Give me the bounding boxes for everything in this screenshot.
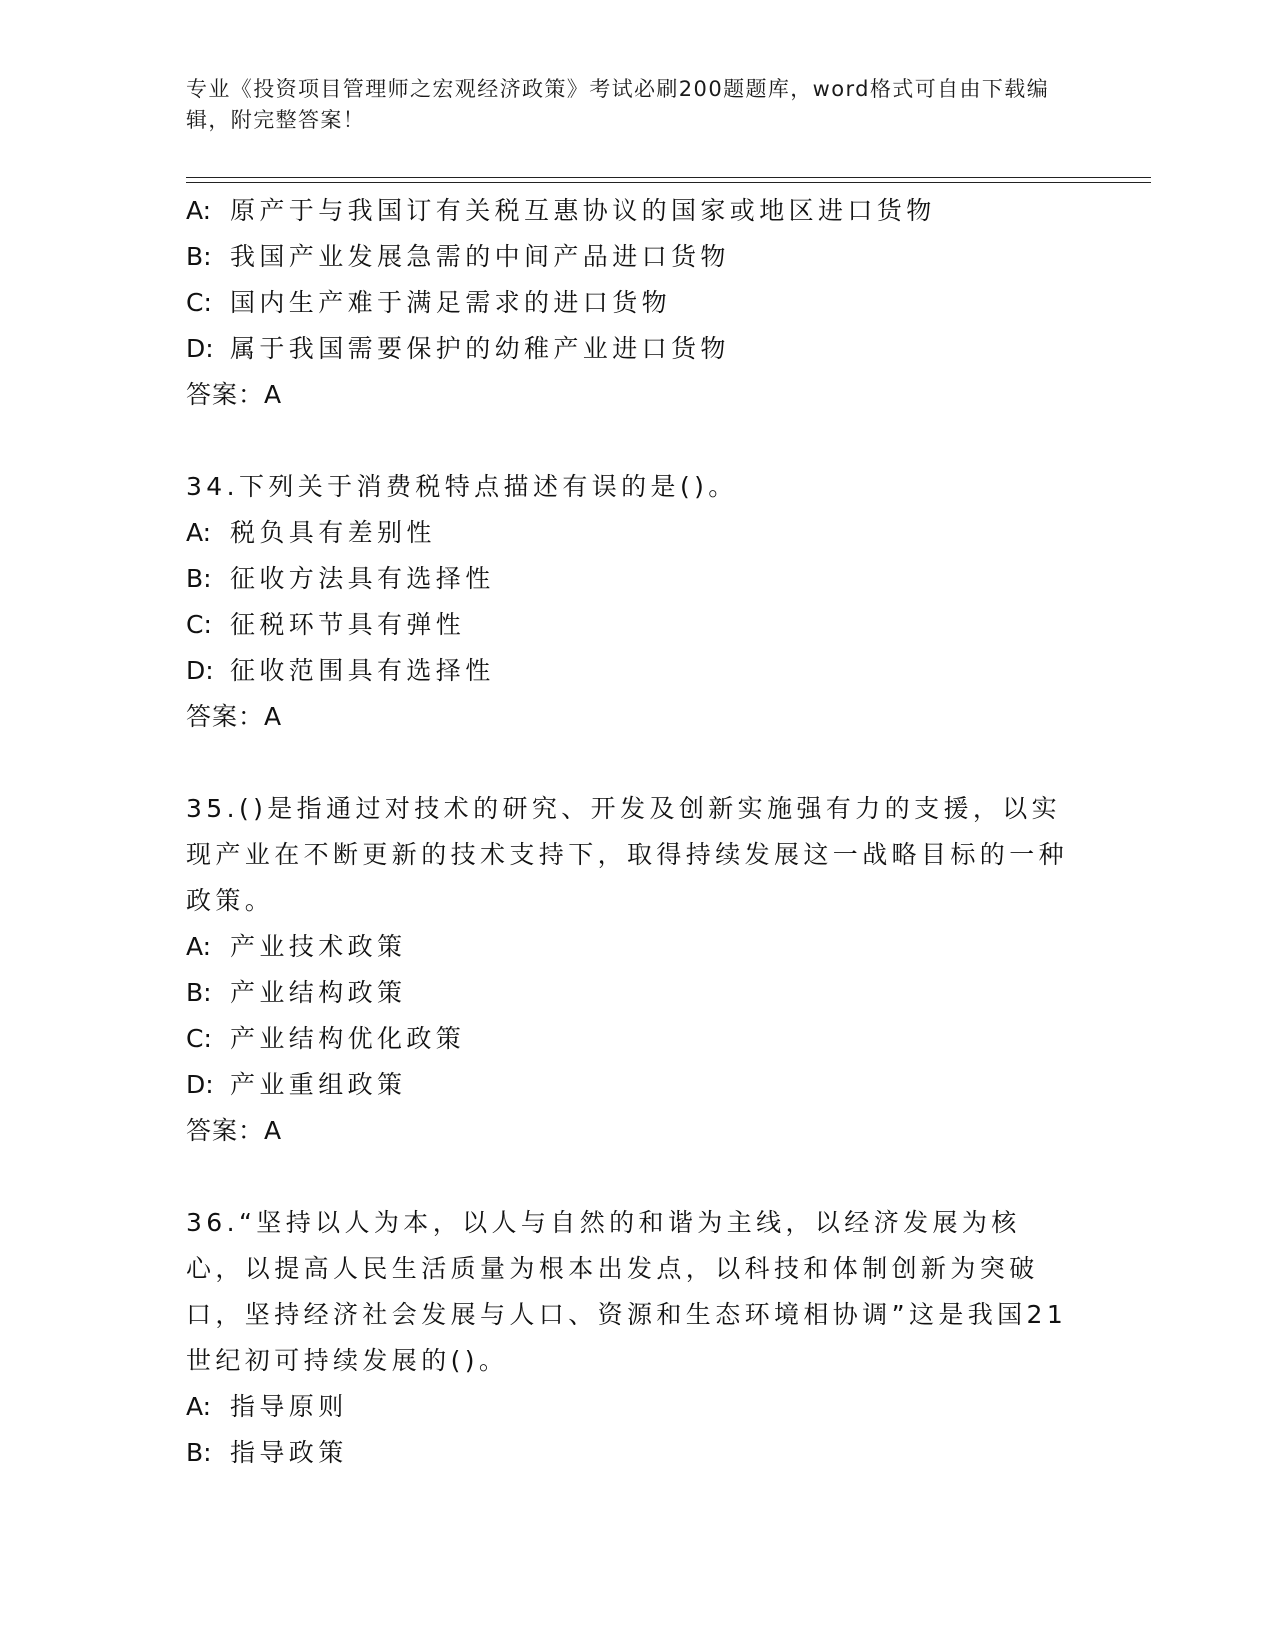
question-33-continued (186, 188, 1086, 418)
option-letter: D: (186, 334, 214, 363)
option-a (186, 188, 1086, 234)
option-text: 征税环节具有弹性 (230, 610, 466, 639)
document-header: 专业《投资项目管理师之宏观经济政策》考试必刷200题题库，word格式可自由下载编辑，附完整答案！ (186, 77, 1050, 132)
option-text: 产业结构政策 (230, 978, 407, 1007)
option-text: 征收方法具有选择性 (230, 564, 495, 593)
option-letter: D: (186, 1070, 214, 1099)
option-text: 原产于与我国订有关税互惠协议的国家或地区进口货物 (230, 196, 936, 225)
question-stem: 36.“坚持以人为本，以人与自然的和谐为主线，以经济发展为核心，以提高人民生活质量为根本出发点，以科技和体制创新为突破口，坚持经济社会发展与人口、资源和生态环境相协调”这是我国21世纪初可持续发展的()。 (186, 1208, 1068, 1375)
option-d (186, 1062, 1086, 1108)
header-double-rule (186, 177, 1151, 183)
option-letter: C: (186, 610, 212, 639)
option-letter: B: (186, 242, 212, 271)
option-text: 征收范围具有选择性 (230, 656, 495, 685)
option-a (186, 1384, 1086, 1430)
option-a (186, 924, 1086, 970)
option-text: 产业技术政策 (230, 932, 407, 961)
option-c (186, 280, 1086, 326)
option-text: 指导原则 (230, 1392, 348, 1421)
question-34 (186, 464, 1086, 740)
option-b (186, 556, 1086, 602)
answer-line: 答案：A (186, 702, 283, 731)
option-letter: A: (186, 932, 212, 961)
option-letter: D: (186, 656, 214, 685)
option-c (186, 1016, 1086, 1062)
option-letter: B: (186, 978, 212, 1007)
answer-line: 答案：A (186, 1116, 283, 1145)
question-stem: 34.下列关于消费税特点描述有误的是()。 (186, 472, 738, 501)
question-35 (186, 786, 1086, 1154)
option-text: 指导政策 (230, 1438, 348, 1467)
document-body (186, 188, 1086, 1476)
option-d (186, 648, 1086, 694)
option-text: 国内生产难于满足需求的进口货物 (230, 288, 672, 317)
option-letter: B: (186, 1438, 212, 1467)
option-letter: A: (186, 518, 212, 547)
option-letter: C: (186, 288, 212, 317)
option-text: 产业结构优化政策 (230, 1024, 466, 1053)
option-text: 属于我国需要保护的幼稚产业进口货物 (230, 334, 730, 363)
option-c (186, 602, 1086, 648)
option-text: 我国产业发展急需的中间产品进口货物 (230, 242, 730, 271)
question-stem: 35.()是指通过对技术的研究、开发及创新实施强有力的支援，以实现产业在不断更新的技术支持下，取得持续发展这一战略目标的一种政策。 (186, 794, 1069, 915)
option-letter: C: (186, 1024, 212, 1053)
option-letter: B: (186, 564, 212, 593)
option-d (186, 326, 1086, 372)
option-b (186, 1430, 1086, 1476)
option-text: 产业重组政策 (230, 1070, 407, 1099)
answer-line: 答案：A (186, 380, 283, 409)
option-b (186, 970, 1086, 1016)
option-letter: A: (186, 196, 212, 225)
question-36 (186, 1200, 1086, 1476)
option-text: 税负具有差别性 (230, 518, 436, 547)
option-b (186, 234, 1086, 280)
option-letter: A: (186, 1392, 212, 1421)
option-a (186, 510, 1086, 556)
